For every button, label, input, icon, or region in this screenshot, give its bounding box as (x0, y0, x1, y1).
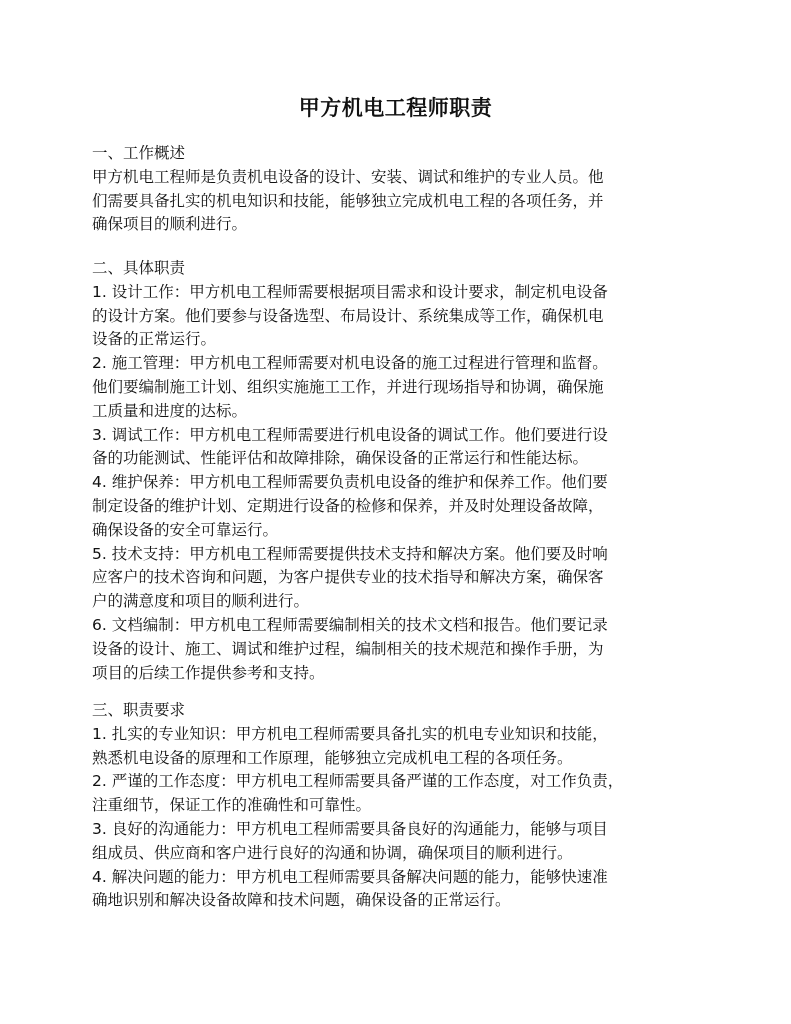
list-item: 3. 良好的沟通能力：甲方机电工程师需要具备良好的沟通能力，能够与项目 组成员、供应商和客户进行良好的沟通和协调，确保项目的顺利进行。 (92, 819, 608, 862)
section-responsibilities (92, 257, 712, 685)
list-item: 4. 维护保养：甲方机电工程师需要负责机电设备的维护和保养工作。他们要 制定设备的维护计划、定期进行设备的检修和保养，并及时处理设备故障， 确保设备的安全可靠运行。 (92, 473, 608, 539)
section-heading: 三、职责要求 (92, 701, 186, 719)
list-item: 5. 技术支持：甲方机电工程师需要提供技术支持和解决方案。他们要及时响 应客户的技术咨询和问题，为客户提供专业的技术指导和解决方案，确保客 户的满意度和项目的顺利进行。 (92, 544, 608, 611)
document-title: 甲方机电工程师职责 (298, 96, 493, 120)
list-item: 2. 施工管理：甲方机电工程师需要对机电设备的施工过程进行管理和监督。 他们要编制施工计划、组织实施施工工作，并进行现场指导和协调，确保施 工质量和进度的达标。 (92, 354, 608, 420)
list-item: 6. 文档编制：甲方机电工程师需要编制相关的技术文档和报告。他们要记录 设备的设计、施工、调试和维护过程，编制相关的技术规范和操作手册，为 项目的后续工作提供参考和支持。 (92, 615, 608, 682)
list-item: 3. 调试工作：甲方机电工程师需要进行机电设备的调试工作。他们要进行设 备的功能测试、性能评估和故障排除，确保设备的正常运行和性能达标。 (92, 425, 608, 468)
list-item: 1. 设计工作：甲方机电工程师需要根据项目需求和设计要求，制定机电设备 的设计方案。他们要参与设备选型、布局设计、系统集成等工作，确保机电 设备的正常运行。 (92, 282, 608, 349)
section-heading: 二、具体职责 (92, 259, 186, 277)
section-requirements (92, 699, 712, 913)
list-item: 1. 扎实的专业知识：甲方机电工程师需要具备扎实的机电专业知识和技能， 熟悉机电设备的原理和工作原理，能够独立完成机电工程的各项任务。 (92, 724, 608, 767)
list-item: 2. 严谨的工作态度：甲方机电工程师需要具备严谨的工作态度，对工作负责， 注重细节，保证工作的准确性和可靠性。 (92, 772, 624, 815)
paragraph: 甲方机电工程师是负责机电设备的设计、安装、调试和维护的专业人员。他 们需要具备扎实的机电知识和技能，能够独立完成机电工程的各项任务，并 确保项目的顺利进行。 (92, 167, 604, 234)
section-heading: 一、工作概述 (92, 144, 186, 162)
list-item: 4. 解决问题的能力：甲方机电工程师需要具备解决问题的能力，能够快速准 确地识别和解决设备故障和技术问题，确保设备的正常运行。 (92, 867, 608, 910)
section-overview (92, 142, 712, 237)
